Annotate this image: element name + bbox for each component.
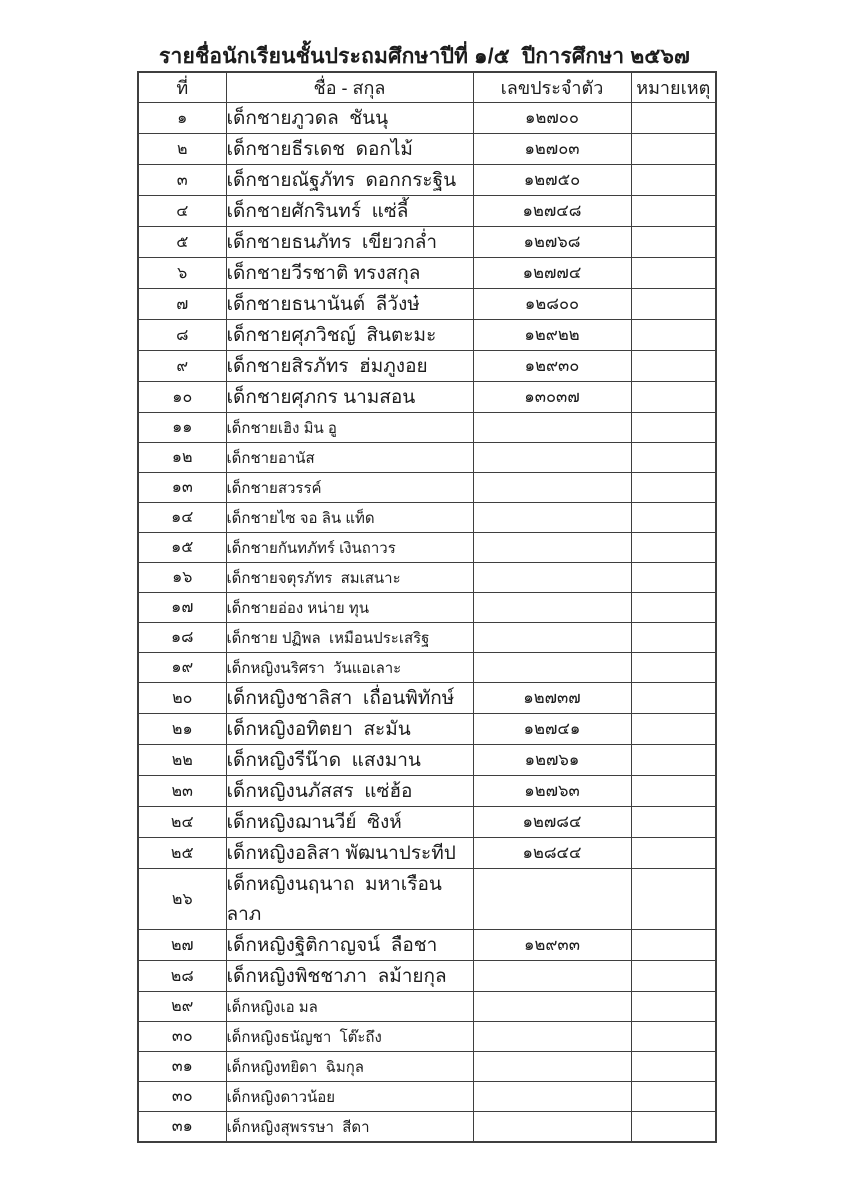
student-row xyxy=(138,961,716,992)
student-row xyxy=(138,1052,716,1082)
student-row xyxy=(138,289,716,320)
student-row xyxy=(138,227,716,258)
student-remark xyxy=(631,165,716,196)
student-id: ๑๒๗๖๘ xyxy=(473,227,631,258)
student-number: ๔ xyxy=(138,196,226,227)
student-remark xyxy=(631,503,716,533)
student-roster-table xyxy=(137,71,717,1143)
student-number: ๒๖ xyxy=(138,869,226,930)
student-number: ๑ xyxy=(138,103,226,134)
student-name: เด็กหญิงสุพรรษา สีดา xyxy=(226,1112,473,1143)
student-id: ๑๒๙๓๓ xyxy=(473,930,631,961)
student-remark xyxy=(631,563,716,593)
student-remark xyxy=(631,683,716,714)
student-name: เด็กหญิงนฤนาถ มหาเรือนลาภ xyxy=(226,869,473,930)
student-name: เด็กชายสวรรค์ xyxy=(226,473,473,503)
student-name: เด็กหญิงฐิติกาญจน์ ลือชา xyxy=(226,930,473,961)
header-name: ชื่อ - สกุล xyxy=(226,72,473,103)
student-row xyxy=(138,258,716,289)
student-number: ๒๓ xyxy=(138,776,226,807)
student-remark xyxy=(631,533,716,563)
student-remark xyxy=(631,227,716,258)
student-id xyxy=(473,473,631,503)
student-number: ๑๔ xyxy=(138,503,226,533)
student-row xyxy=(138,443,716,473)
student-id xyxy=(473,961,631,992)
student-row xyxy=(138,653,716,683)
student-id xyxy=(473,1052,631,1082)
student-row xyxy=(138,351,716,382)
header-remark: หมายเหตุ xyxy=(631,72,716,103)
student-remark xyxy=(631,258,716,289)
student-number: ๗ xyxy=(138,289,226,320)
student-id: ๑๒๗๗๔ xyxy=(473,258,631,289)
student-remark xyxy=(631,869,716,930)
student-id: ๑๒๘๐๐ xyxy=(473,289,631,320)
student-remark xyxy=(631,1112,716,1143)
student-name: เด็กชายธนานันต์ ลีวังษ๋ xyxy=(226,289,473,320)
student-id: ๑๒๗๐๓ xyxy=(473,134,631,165)
student-number: ๑๗ xyxy=(138,593,226,623)
student-number: ๑๖ xyxy=(138,563,226,593)
student-number: ๑๕ xyxy=(138,533,226,563)
student-number: ๑๘ xyxy=(138,623,226,653)
student-row xyxy=(138,930,716,961)
student-id xyxy=(473,593,631,623)
student-remark xyxy=(631,413,716,443)
student-name: เด็กชายณัฐภัทร ดอกกระฐิน xyxy=(226,165,473,196)
student-number: ๒๘ xyxy=(138,961,226,992)
student-id: ๑๒๗๘๔ xyxy=(473,807,631,838)
student-row xyxy=(138,1082,716,1112)
student-number: ๒๑ xyxy=(138,714,226,745)
student-remark xyxy=(631,776,716,807)
student-id: ๑๒๗๖๓ xyxy=(473,776,631,807)
student-name: เด็กชายวีรชาติ ทรงสกุล xyxy=(226,258,473,289)
student-id xyxy=(473,563,631,593)
student-row xyxy=(138,165,716,196)
student-remark xyxy=(631,961,716,992)
student-number: ๓๑ xyxy=(138,1052,226,1082)
student-remark xyxy=(631,473,716,503)
student-row xyxy=(138,714,716,745)
page-title: รายชื่อนักเรียนชั้นประถมศึกษาปีที่ ๑/๕ ปีการศึกษา ๒๕๖๗ xyxy=(159,45,690,68)
student-row xyxy=(138,1022,716,1052)
student-remark xyxy=(631,653,716,683)
student-row xyxy=(138,593,716,623)
student-id xyxy=(473,443,631,473)
student-number: ๑๓ xyxy=(138,473,226,503)
student-number: ๓ xyxy=(138,165,226,196)
student-id: ๑๒๗๕๐ xyxy=(473,165,631,196)
student-id: ๑๒๙๓๐ xyxy=(473,351,631,382)
student-remark xyxy=(631,103,716,134)
student-name: เด็กหญิงทยิดา ฉิมกุล xyxy=(226,1052,473,1082)
student-name: เด็กชายจตุรภัทร สมเสนาะ xyxy=(226,563,473,593)
student-row xyxy=(138,382,716,413)
student-remark xyxy=(631,320,716,351)
student-remark xyxy=(631,1082,716,1112)
student-number: ๓๐ xyxy=(138,1082,226,1112)
student-number: ๒๕ xyxy=(138,838,226,869)
student-name: เด็กหญิงอทิตยา สะมัน xyxy=(226,714,473,745)
student-number: ๓๑ xyxy=(138,1112,226,1143)
student-number: ๑๐ xyxy=(138,382,226,413)
student-number: ๕ xyxy=(138,227,226,258)
student-id: ๑๓๐๓๗ xyxy=(473,382,631,413)
student-number: ๒๐ xyxy=(138,683,226,714)
student-id: ๑๒๘๔๔ xyxy=(473,838,631,869)
student-remark xyxy=(631,930,716,961)
student-number: ๑๒ xyxy=(138,443,226,473)
student-row xyxy=(138,1112,716,1143)
student-id: ๑๒๗๖๑ xyxy=(473,745,631,776)
student-remark xyxy=(631,289,716,320)
student-number: ๒ xyxy=(138,134,226,165)
student-name: เด็กชายภูวดล ชันนุ xyxy=(226,103,473,134)
student-row xyxy=(138,776,716,807)
student-number: ๘ xyxy=(138,320,226,351)
student-name: เด็กชายธนภัทร เขียวกล่ำ xyxy=(226,227,473,258)
student-remark xyxy=(631,443,716,473)
student-name: เด็กหญิงรีน๊าด แสงมาน xyxy=(226,745,473,776)
student-remark xyxy=(631,1022,716,1052)
student-row xyxy=(138,683,716,714)
student-number: ๓๐ xyxy=(138,1022,226,1052)
student-row xyxy=(138,320,716,351)
student-name: เด็กชายอานัส xyxy=(226,443,473,473)
student-name: เด็กหญิงนริศรา วันแอเลาะ xyxy=(226,653,473,683)
student-remark xyxy=(631,382,716,413)
student-row xyxy=(138,623,716,653)
student-id xyxy=(473,1112,631,1143)
header-student-id: เลขประจำตัว xyxy=(473,72,631,103)
student-number: ๒๙ xyxy=(138,992,226,1022)
header-no: ที่ xyxy=(138,72,226,103)
student-id xyxy=(473,1022,631,1052)
student-row xyxy=(138,473,716,503)
student-name: เด็กชายไซ จอ ลิน แท็ด xyxy=(226,503,473,533)
student-name: เด็กหญิงชาลิสา เถื่อนพิทักษ์ xyxy=(226,683,473,714)
student-id xyxy=(473,413,631,443)
student-name: เด็กหญิงธนัญชา โต๊ะถึง xyxy=(226,1022,473,1052)
student-remark xyxy=(631,593,716,623)
roster-body xyxy=(138,103,716,1143)
student-row xyxy=(138,503,716,533)
student-number: ๙ xyxy=(138,351,226,382)
student-name: เด็กชายเฮิง มิน อู xyxy=(226,413,473,443)
student-id xyxy=(473,869,631,930)
student-number: ๒๔ xyxy=(138,807,226,838)
student-id xyxy=(473,623,631,653)
student-remark xyxy=(631,1052,716,1082)
student-name: เด็กชายสิรภัทร ฮ่มภูงอย xyxy=(226,351,473,382)
student-row xyxy=(138,413,716,443)
student-id: ๑๒๗๔๘ xyxy=(473,196,631,227)
student-number: ๑๙ xyxy=(138,653,226,683)
student-id xyxy=(473,533,631,563)
student-remark xyxy=(631,745,716,776)
student-remark xyxy=(631,714,716,745)
student-name: เด็กชายศักรินทร์ แซ่ลี้ xyxy=(226,196,473,227)
student-name: เด็กชาย ปฏิพล เหมือนประเสริฐ xyxy=(226,623,473,653)
student-name: เด็กชายกันทภัทร์ เงินถาวร xyxy=(226,533,473,563)
student-number: ๑๑ xyxy=(138,413,226,443)
student-name: เด็กหญิงอลิสา พัฒนาประทีป xyxy=(226,838,473,869)
student-remark xyxy=(631,838,716,869)
student-row xyxy=(138,992,716,1022)
header-row xyxy=(138,72,716,103)
student-remark xyxy=(631,807,716,838)
student-id xyxy=(473,653,631,683)
student-name: เด็กชายอ่อง หน่าย ทุน xyxy=(226,593,473,623)
student-name: เด็กหญิงดาวน้อย xyxy=(226,1082,473,1112)
student-id: ๑๒๗๐๐ xyxy=(473,103,631,134)
student-row xyxy=(138,563,716,593)
student-row xyxy=(138,196,716,227)
student-row xyxy=(138,745,716,776)
student-id: ๑๒๗๔๑ xyxy=(473,714,631,745)
student-number: ๖ xyxy=(138,258,226,289)
student-name: เด็กหญิงนภัสสร แซ่ฮ้อ xyxy=(226,776,473,807)
student-row xyxy=(138,869,716,930)
student-name: เด็กหญิงเอ มล xyxy=(226,992,473,1022)
student-name: เด็กหญิงฌานวีย์ ซิงห์ xyxy=(226,807,473,838)
student-row xyxy=(138,533,716,563)
student-remark xyxy=(631,992,716,1022)
student-name: เด็กชายศุภวิชญ์ สินตะมะ xyxy=(226,320,473,351)
student-id xyxy=(473,1082,631,1112)
student-id: ๑๒๗๓๗ xyxy=(473,683,631,714)
student-row xyxy=(138,103,716,134)
student-row xyxy=(138,807,716,838)
student-name: เด็กชายธีรเดช ดอกไม้ xyxy=(226,134,473,165)
student-row xyxy=(138,838,716,869)
student-name: เด็กชายศุภกร นามสอน xyxy=(226,382,473,413)
student-remark xyxy=(631,196,716,227)
student-id: ๑๒๙๒๒ xyxy=(473,320,631,351)
student-remark xyxy=(631,623,716,653)
student-id xyxy=(473,503,631,533)
student-remark xyxy=(631,351,716,382)
student-name: เด็กหญิงพิชชาภา ลม้ายกุล xyxy=(226,961,473,992)
student-remark xyxy=(631,134,716,165)
student-number: ๒๗ xyxy=(138,930,226,961)
student-row xyxy=(138,134,716,165)
student-number: ๒๒ xyxy=(138,745,226,776)
student-id xyxy=(473,992,631,1022)
